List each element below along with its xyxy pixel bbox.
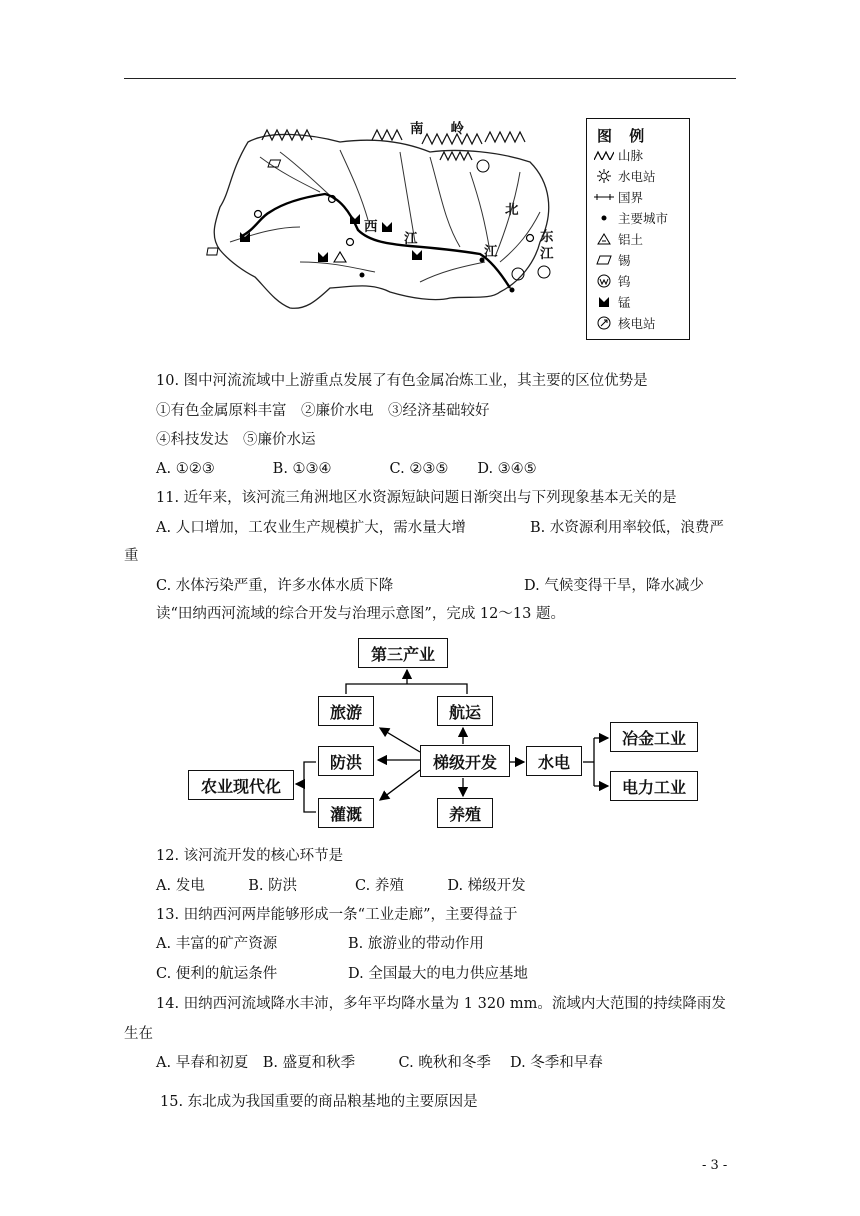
q13-option-d: D. 全国最大的电力供应基地: [348, 966, 528, 982]
box-cascade-development: 梯级开发: [420, 745, 510, 777]
legend-label: 水电站: [618, 169, 656, 184]
q10-stem: 10. 图中河流流域中上游重点发展了有色金属冶炼工业，其主要的区位优势是: [156, 373, 648, 389]
q13-stem: 13. 田纳西河两岸能够形成一条“工业走廊”，主要得益于: [156, 907, 518, 923]
q10-line2: ④科技发达 ⑤廉价水运: [156, 432, 316, 448]
q12-stem: 12. 该河流开发的核心环节是: [156, 848, 344, 864]
q10-line1: ①有色金属原料丰富 ②廉价水电 ③经济基础较好: [156, 403, 490, 419]
q13-option-c: C. 便利的航运条件: [156, 966, 278, 982]
q14-stem: 14. 田纳西河流域降水丰沛，多年平均降水量为 1 320 mm。流域内大范围的持续降雨发: [156, 996, 726, 1012]
q11-option-a: A. 人口增加，工农业生产规模扩大，需水量大增: [156, 520, 466, 536]
q12-options: A. 发电 B. 防洪 C. 养殖 D. 梯级开发: [156, 878, 526, 894]
q12-intro: 读“田纳西河流域的综合开发与治理示意图”，完成 12～13 题。: [156, 606, 565, 622]
box-hydropower: 水电: [526, 746, 582, 776]
q11-option-d: D. 气候变得干旱，降水减少: [524, 578, 704, 594]
q10-options: A. ①②③ B. ①③④ C. ②③⑤ D. ③④⑤: [156, 461, 537, 477]
map-label-jiang: 江: [404, 231, 418, 247]
q13-option-b: B. 旅游业的带动作用: [348, 936, 484, 952]
map-label-jiang-north: 江: [484, 244, 498, 260]
legend-label: 锡: [618, 253, 631, 268]
map-label-nanling: 南 岭: [410, 121, 464, 137]
box-metallurgy: 冶金工业: [610, 722, 698, 752]
legend-title: 图 例: [597, 127, 651, 145]
q13-option-a: A. 丰富的矿产资源: [156, 936, 278, 952]
q14-stem-cont: 生在: [124, 1026, 153, 1042]
legend-label: 山脉: [618, 148, 644, 163]
map-label-xi: 西: [364, 219, 378, 235]
q11-stem: 11. 近年来，该河流三角洲地区水资源短缺问题日渐突出与下列现象基本无关的是: [156, 490, 677, 506]
box-tertiary-industry: 第三产业: [358, 638, 448, 668]
box-irrigation: 灌溉: [318, 798, 374, 828]
legend-label: 锰: [618, 295, 631, 310]
legend-label: 主要城市: [618, 211, 669, 226]
box-tourism: 旅游: [318, 696, 374, 726]
legend-label: 铝土: [618, 232, 644, 247]
box-power-industry: 电力工业: [610, 771, 698, 801]
q15-stem: 15. 东北成为我国重要的商品粮基地的主要原因是: [160, 1094, 478, 1110]
page-number: - 3 -: [702, 1158, 728, 1173]
box-agri-modernization: 农业现代化: [188, 770, 294, 800]
q11-option-c: C. 水体污染严重，许多水体水质下降: [156, 578, 394, 594]
map-label-bei: 北: [505, 202, 519, 218]
box-flood-control: 防洪: [318, 746, 374, 776]
legend-label: 国界: [618, 190, 644, 205]
box-breeding: 养殖: [437, 798, 493, 828]
legend-label: 核电站: [618, 316, 656, 331]
map-label-jiang-east: 江: [540, 246, 554, 262]
q11-option-b-cont: 重: [124, 548, 139, 564]
box-shipping: 航运: [437, 696, 493, 726]
q14-options: A. 早春和初夏 B. 盛夏和秋季 C. 晚秋和冬季 D. 冬季和早春: [156, 1055, 603, 1071]
q11-option-b: B. 水资源利用率较低，浪费严: [530, 520, 724, 536]
map-label-dong: 东: [540, 229, 554, 245]
legend-label: 钨: [618, 274, 631, 289]
